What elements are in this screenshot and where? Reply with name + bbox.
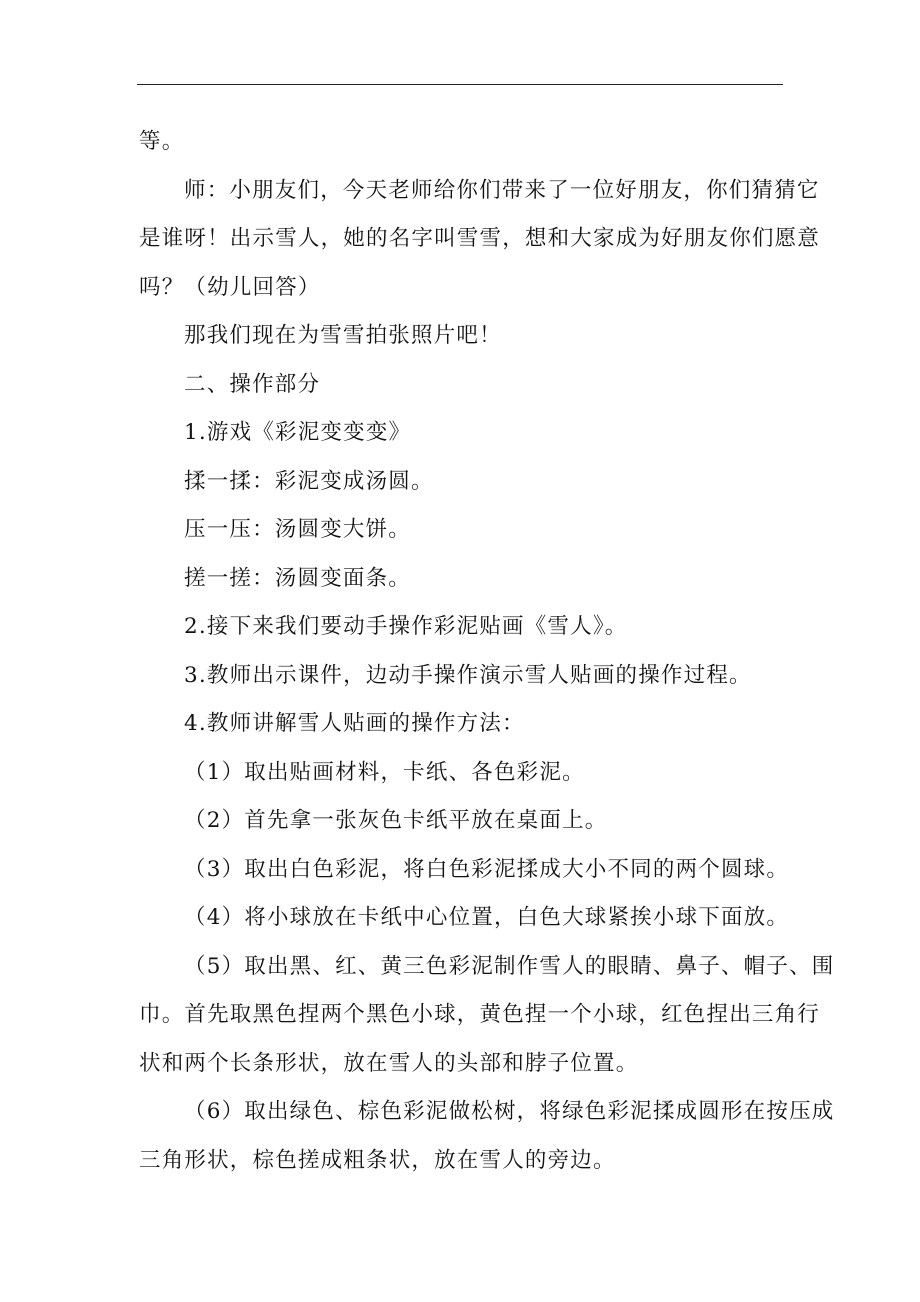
text-line: 3.教师出示课件，边动手操作演示雪人贴画的操作过程。 bbox=[184, 662, 752, 688]
text-line: （5）取出黑、红、黄三色彩泥制作雪人的眼睛、鼻子、帽子、围 bbox=[184, 953, 835, 979]
header-rule bbox=[137, 84, 783, 85]
text-line: 状和两个长条形状，放在雪人的头部和脖子位置。 bbox=[139, 1050, 639, 1076]
text-line: 揉一揉：彩泥变成汤圆。 bbox=[184, 468, 434, 494]
text-line: （3）取出白色彩泥，将白色彩泥揉成大小不同的两个圆球。 bbox=[184, 856, 790, 882]
text-line: 吗？（幼儿回答） bbox=[139, 274, 321, 300]
text-line: （1）取出贴画材料，卡纸、各色彩泥。 bbox=[184, 759, 585, 785]
text-line: 是谁呀！出示雪人，她的名字叫雪雪，想和大家成为好朋友你们愿意 bbox=[139, 226, 821, 251]
text-line: 三角形状，棕色搓成粗条状，放在雪人的旁边。 bbox=[139, 1147, 616, 1173]
document-body bbox=[139, 118, 835, 1185]
text-line: （4）将小球放在卡纸中心位置，白色大球紧挨小球下面放。 bbox=[184, 905, 790, 930]
text-line: 搓一搓：汤圆变面条。 bbox=[184, 565, 412, 591]
text-line: 师：小朋友们，今天老师给你们带来了一位好朋友，你们猜猜它 bbox=[184, 177, 820, 203]
text-line: （2）首先拿一张灰色卡纸平放在桌面上。 bbox=[184, 808, 608, 833]
text-line: 1.游戏《彩泥变变变》 bbox=[184, 420, 412, 445]
text-line: 压一压：汤圆变大饼。 bbox=[184, 517, 412, 542]
text-line: （6）取出绿色、棕色彩泥做松树，将绿色彩泥揉成圆形在按压成 bbox=[184, 1099, 835, 1124]
section-heading: 二、操作部分 bbox=[184, 371, 321, 397]
text-line: 那我们现在为雪雪拍张照片吧！ bbox=[184, 323, 502, 348]
text-line: 2.接下来我们要动手操作彩泥贴画《雪人》。 bbox=[184, 614, 628, 639]
text-line: 4.教师讲解雪人贴画的操作方法： bbox=[184, 711, 525, 736]
text-line: 巾。首先取黑色捏两个黑色小球，黄色捏一个小球，红色捏出三角行 bbox=[139, 1002, 821, 1027]
text-line: 等。 bbox=[139, 129, 185, 154]
